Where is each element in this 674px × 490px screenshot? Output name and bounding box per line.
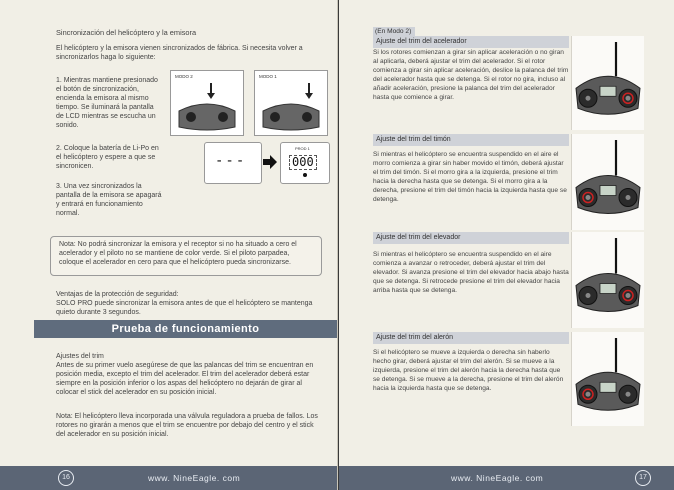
section-title-bar bbox=[34, 320, 337, 338]
mode-tag: (En Modo 2) bbox=[373, 27, 415, 36]
lcd-dot bbox=[303, 173, 307, 177]
remote-icon bbox=[255, 71, 327, 135]
remote-photo-3 bbox=[571, 232, 644, 328]
mode1-label: MODO 1 bbox=[259, 74, 277, 79]
remote-control-icon bbox=[572, 36, 644, 130]
step-2: 2. Coloque la batería de Li-Po en el helicóptero y espere a que se sincronicen. bbox=[56, 145, 159, 170]
remote-icon bbox=[171, 71, 243, 135]
remote-control-icon bbox=[572, 134, 644, 230]
mode2-label: MODO 2 bbox=[175, 74, 193, 79]
right-page bbox=[339, 0, 674, 490]
section-header-aileron: Ajuste del trim del alerón bbox=[373, 332, 569, 344]
page-number: 16 bbox=[58, 470, 74, 486]
remote-photo-1 bbox=[571, 36, 644, 130]
section-body-elevator: Si mientras el helicóptero se encuentra suspendido en el aire comienza a avanzar o retroceder, deberá ajustar el trim del elevador. Si avanza presione el trim del elevador hacia abajo hasta que se detenga. Si retrocede presione el trim del elevador hacia arriba hasta que se detenga. bbox=[373, 251, 569, 294]
valve-note: Nota: El helicóptero lleva incorporada una válvula reguladora a prueba de fallos. Los rotores no girarán a menos que el trim se encuentre por debajo del centro y el stick del acelerador en su posición inicial. bbox=[56, 413, 318, 438]
lcd-mode: PROD 1 bbox=[295, 146, 310, 151]
section-body-throttle: Si los rotores comienzan a girar sin aplicar aceleración o no giran al aplicarla, deberá ajustar el trim del acelerador. Si el rotor comienza a girar sin aplicar aceleración, deslice la palanca del trim del acelerador hasta que se detenga. Si el rotor no gira, incluso al añadir aceleración, presione la palanca del trim del acelerador hasta que comience a girar. bbox=[373, 49, 569, 101]
mode2-remote-illustration bbox=[170, 70, 244, 136]
remote-control-icon bbox=[572, 232, 644, 328]
footer-url: www. NineEagle. com bbox=[451, 473, 544, 483]
lcd-synced bbox=[280, 142, 330, 184]
sync-note-box bbox=[50, 236, 322, 276]
remote-photo-2 bbox=[571, 134, 644, 230]
footer-url: www. NineEagle. com bbox=[148, 473, 241, 483]
arrow-right-icon bbox=[262, 154, 278, 170]
lcd-zeros: 000 bbox=[289, 155, 317, 170]
step-3: 3. Una vez sincronizados la pantalla de la emisora se apagará y entrará en funcionamiento normal. bbox=[56, 183, 162, 217]
lcd-sync-illustration bbox=[204, 140, 328, 186]
step-1: 1. Mientras mantiene presionado el botón de sincronización, encienda la emisora al mismo tiempo. Se iluminará la pantalla de LCD mientras se escucha un sonido. bbox=[56, 77, 158, 129]
section-body-aileron: Si el helicóptero se mueve a izquierda o derecha sin haberlo hecho girar, deberá ajustar el trim del alerón. Si se mueve a la izquierda, presione el trim del alerón hacia la derecha hasta que se detenga. Si se mueve a la derecha, presione el trim del alerón hacia la izquierda hasta que se detenga. bbox=[373, 349, 564, 392]
sync-note: Nota: No podrá sincronizar la emisora y el receptor si no ha situado a cero el acelerador y el piloto no se mantiene de color verde. Si el piloto parpadea, coloque el acelerador en cero para que el helicóptero pueda sincronizarse. bbox=[59, 241, 297, 266]
lcd-dashes: --- bbox=[215, 153, 247, 169]
remote-photo-4 bbox=[571, 332, 644, 426]
left-footer bbox=[0, 466, 337, 490]
section-body-rudder: Si mientras el helicóptero se encuentra suspendido en el aire el morro comienza a girar sin haber movido el timón, deberá ajustar el trim del timón. Si el morro gira a la izquierda, presione el trim hacia la derecha hasta que se detenga. Si el morro gira a la derecha, presione el trim del timón hacia la izquierda hasta que se detenga. bbox=[373, 151, 567, 203]
section-header-elevator: Ajuste del trim del elevador bbox=[373, 232, 569, 244]
section-header-rudder: Ajuste del trim del timón bbox=[373, 134, 569, 146]
sync-intro: El helicóptero y la emisora vienen sincronizados de fábrica. Si necesita volver a sincronizarlos haga lo siguiente: bbox=[56, 45, 303, 61]
mode1-remote-illustration bbox=[254, 70, 328, 136]
safety-text: Ventajas de la protección de seguridad: SOLO PRO puede sincronizar la emisora antes de que el helicóptero se mantenga quieto durante 3 segundos. bbox=[56, 291, 313, 316]
lcd-blank bbox=[204, 142, 262, 184]
page-number: 17 bbox=[635, 470, 651, 486]
section-header-throttle: Ajuste del trim del acelerador bbox=[373, 36, 569, 48]
trim-adjust-text: Ajustes del trim Antes de su primer vuelo asegúrese de que las palancas del trim se encuentran en posición media, excepto el trim del acelerador. El trim del acelerador deberá estar siempre en la posición inferior o los aspas del helicóptero no dejarán de girar al colocar el stick del acelerador en su posición inicial. bbox=[56, 353, 314, 396]
remote-control-icon bbox=[572, 332, 644, 426]
sync-heading: Sincronización del helicóptero y la emisora bbox=[56, 28, 197, 37]
right-footer bbox=[339, 466, 674, 490]
section-title: Prueba de funcionamiento bbox=[111, 323, 260, 335]
